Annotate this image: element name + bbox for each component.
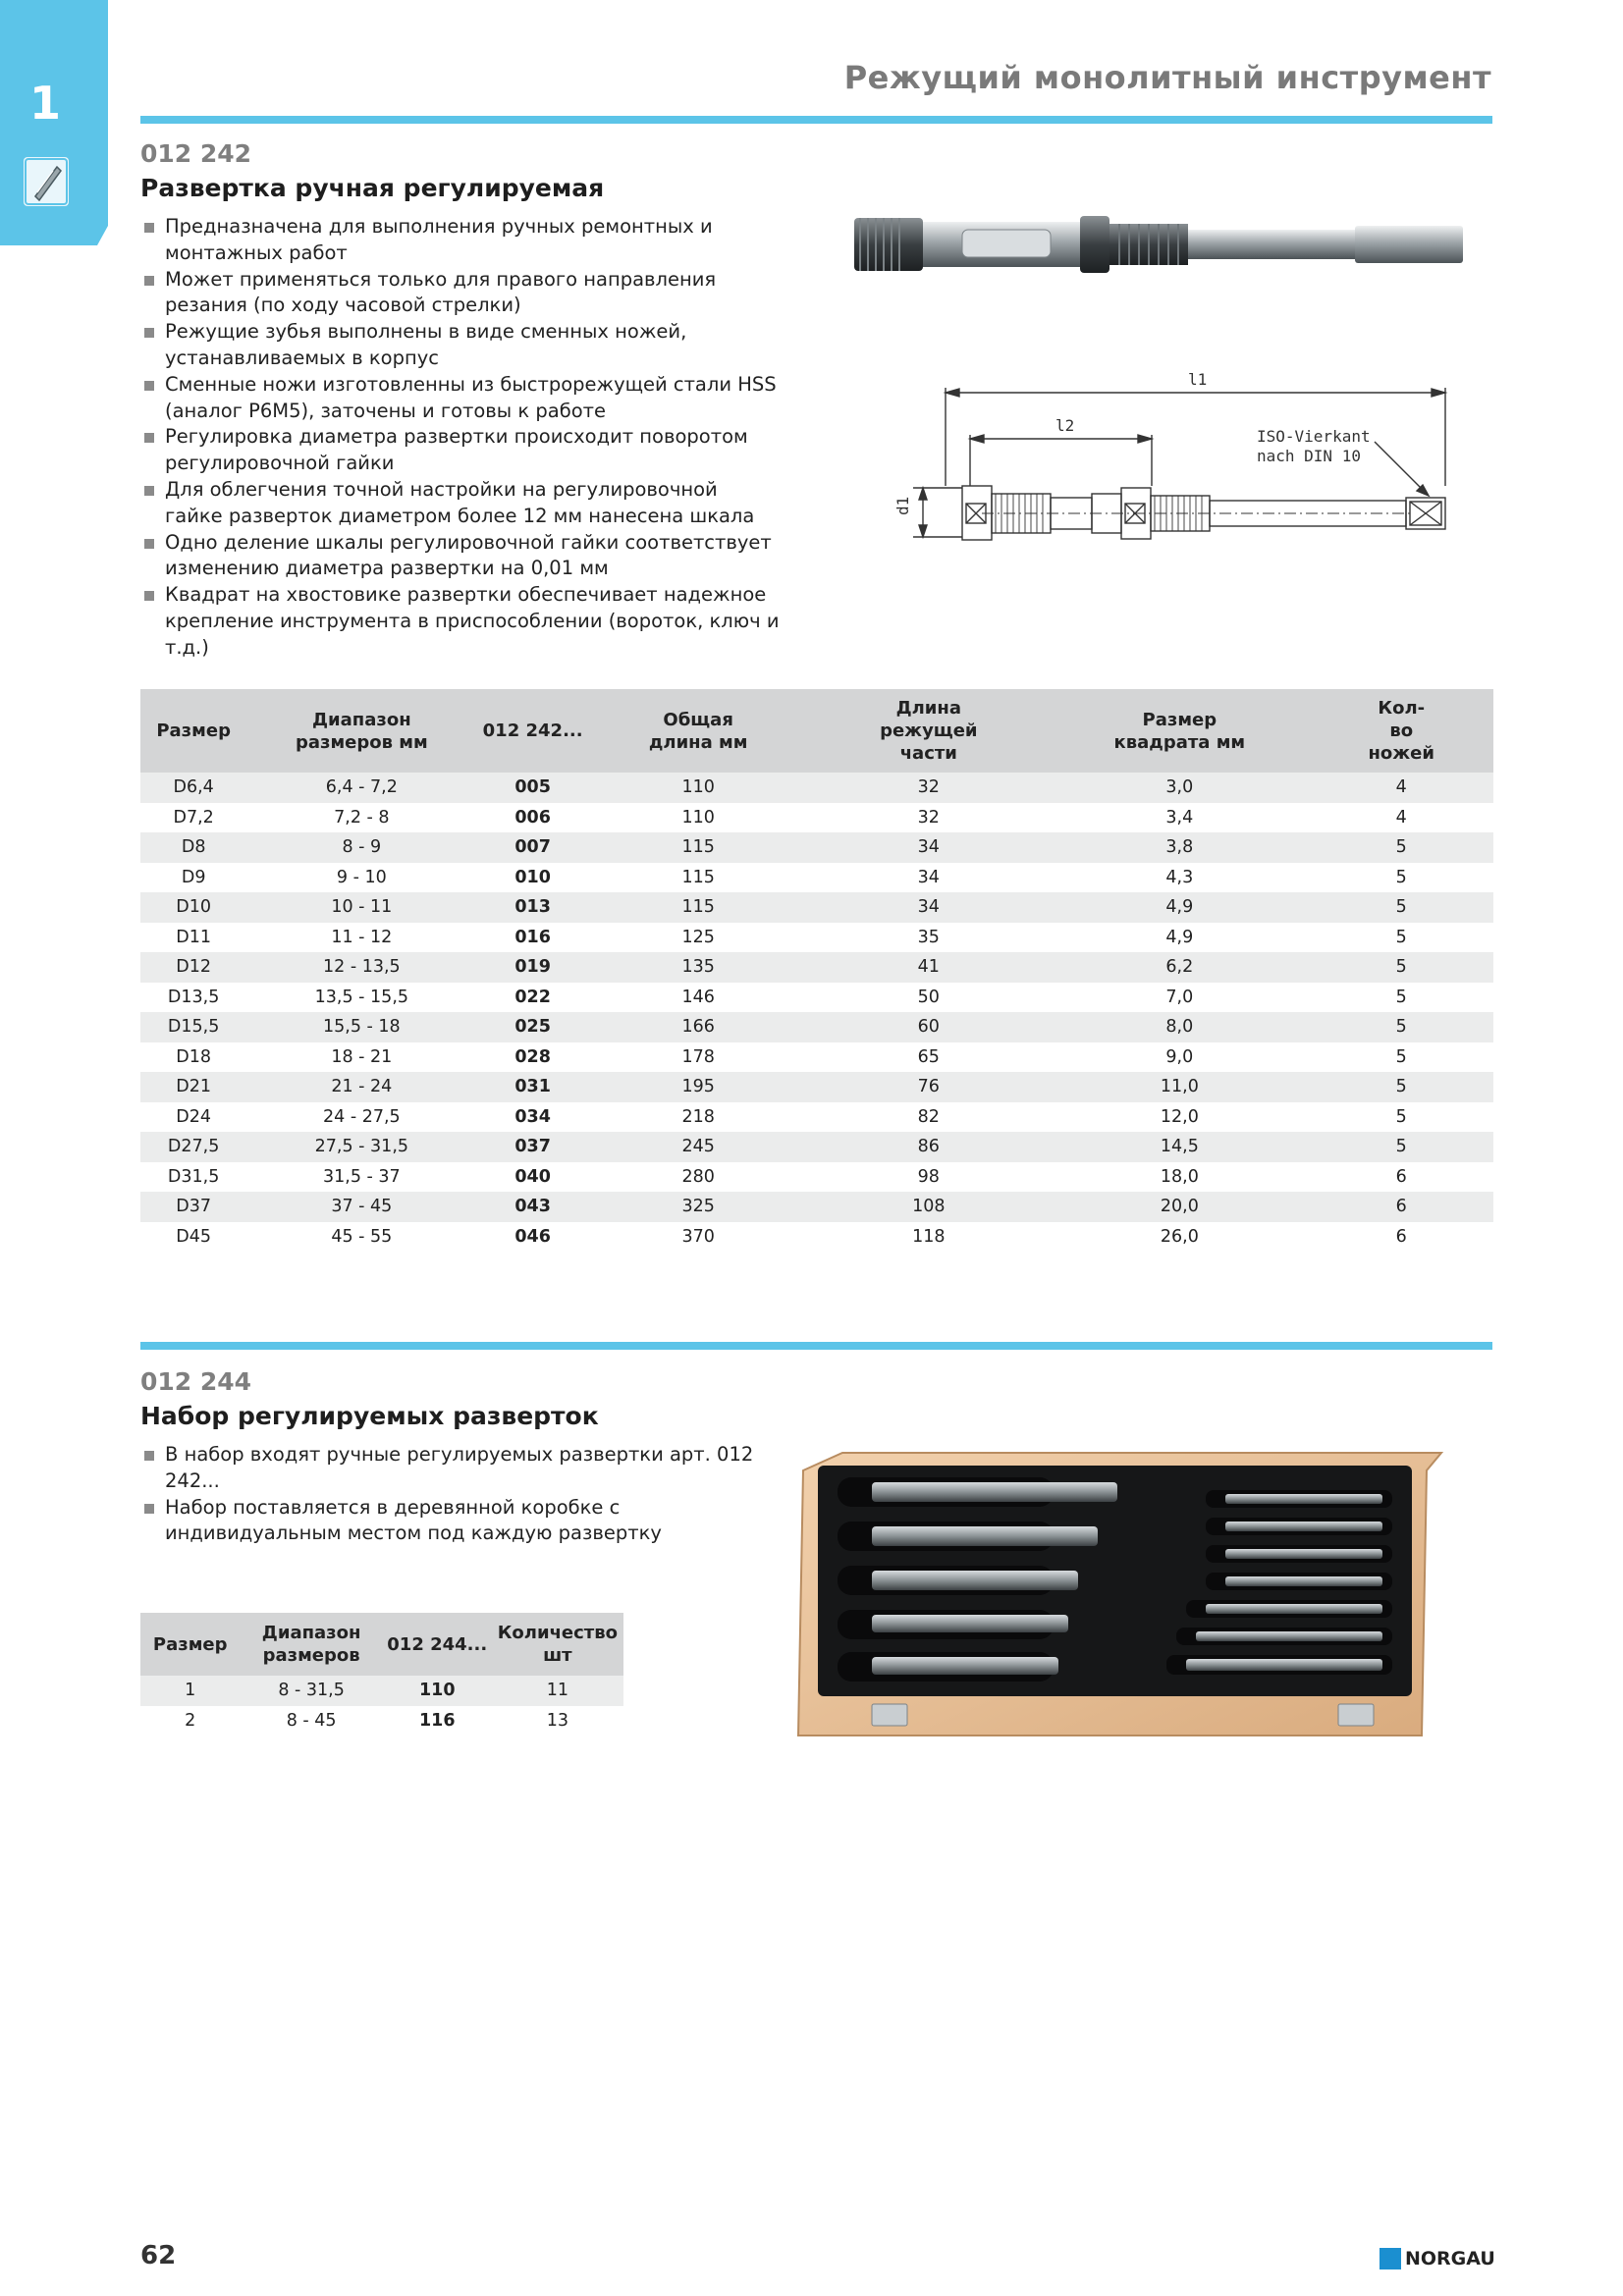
table-cell: D7,2	[173, 807, 214, 828]
table-cell: 86	[807, 1132, 1050, 1162]
table-cell: D15,5	[140, 1012, 246, 1042]
table-cell: 1	[140, 1676, 240, 1706]
table-header: Размер	[140, 689, 246, 773]
table-cell: 245	[589, 1132, 807, 1162]
table-cell: 325	[589, 1192, 807, 1222]
table-header: Количество шт	[492, 1613, 623, 1676]
table-cell: 007	[476, 832, 589, 863]
table-row	[140, 773, 1493, 803]
table-cell: D27,5	[140, 1132, 246, 1162]
table-cell: 18 - 21	[331, 1046, 393, 1067]
table-cell: 108	[807, 1192, 1050, 1222]
table-cell: D37	[140, 1192, 246, 1222]
table-cell: 5	[1309, 832, 1493, 863]
table-cell: 8,0	[1050, 1012, 1309, 1042]
table-cell: 013	[476, 892, 589, 923]
table-row	[140, 923, 1493, 953]
table-cell: 135	[589, 952, 807, 983]
table-header: Диапазон размеров мм	[246, 689, 476, 773]
reamer-chapter-icon	[24, 157, 69, 206]
table-cell: 110	[681, 807, 715, 828]
table-cell: 8 - 31,5	[240, 1676, 382, 1706]
table-cell: 34	[917, 867, 940, 887]
list-item: Набор поставляется в деревянной коробке с индивидуальным местом под каждую развертку	[142, 1495, 781, 1548]
table-cell: 166	[589, 1012, 807, 1042]
table-cell: D21	[140, 1072, 246, 1102]
table-cell: 32	[807, 773, 1050, 803]
table-header: Размер квадрата мм	[1050, 689, 1309, 773]
table-cell: 8 - 9	[246, 832, 476, 863]
table-header: Длина режущей части	[807, 689, 1050, 773]
table-cell: 65	[917, 1046, 940, 1067]
table-cell: 6	[1309, 1192, 1493, 1222]
table-cell: 022	[514, 987, 551, 1007]
table-cell: 31,5 - 37	[322, 1166, 401, 1187]
table-header: 012 242...	[476, 689, 589, 773]
table-cell: 6,4 - 7,2	[246, 773, 476, 803]
table-cell: 028	[514, 1046, 551, 1067]
list-item: Для облегчения точной настройки на регулировочной гайке разверток диаметром более 12 мм нанесена шкала	[142, 477, 781, 530]
table-cell: 037	[476, 1132, 589, 1162]
table-row	[140, 1192, 1493, 1222]
table-cell: 4,3	[1165, 867, 1194, 887]
table-cell: 34	[807, 832, 1050, 863]
table-cell: 13,5 - 15,5	[314, 987, 409, 1007]
table-cell: 280	[681, 1166, 715, 1187]
table-cell: 5	[1395, 1106, 1407, 1127]
table-row	[140, 803, 1493, 833]
table-row	[140, 832, 1493, 863]
spec-table-012244	[140, 1613, 623, 1735]
table-row	[140, 1072, 1493, 1102]
table-cell: D31,5	[167, 1166, 220, 1187]
reamer-set-photo	[793, 1451, 1446, 1745]
table-cell: 6,2	[1050, 952, 1309, 983]
list-item: Одно деление шкалы регулировочной гайки соответствует изменению диаметра развертки на 0,01 мм	[142, 530, 781, 583]
section2-code: 012 244	[140, 1367, 252, 1396]
table-cell: D6,4	[140, 773, 246, 803]
d1-label: d1	[893, 496, 912, 515]
table-cell: 37 - 45	[246, 1192, 476, 1222]
page-header-title: Режущий монолитный инструмент	[843, 59, 1491, 96]
chapter-number: 1	[29, 77, 62, 130]
table-cell: 4	[1309, 773, 1493, 803]
table-cell: 4,9	[1165, 927, 1194, 947]
table-row	[140, 983, 1493, 1013]
table-cell: 3,4	[1165, 807, 1194, 828]
table-cell: D45	[176, 1226, 212, 1247]
table-row	[140, 892, 1493, 923]
table-cell: 10 - 11	[246, 892, 476, 923]
list-item: Предназначена для выполнения ручных ремонтных и монтажных работ	[142, 214, 781, 267]
table-row	[140, 1222, 1493, 1253]
table-header: Размер	[140, 1613, 240, 1676]
table-cell: 5	[1309, 1132, 1493, 1162]
table-header: 012 244...	[383, 1613, 492, 1676]
table-cell: 019	[476, 952, 589, 983]
table-cell: 12 - 13,5	[246, 952, 476, 983]
table-cell: 3,0	[1050, 773, 1309, 803]
table-cell: 006	[514, 807, 551, 828]
header-divider	[140, 116, 1492, 124]
table-cell: 7,0	[1165, 987, 1194, 1007]
table-row	[140, 1132, 1493, 1162]
table-cell: 11	[492, 1676, 623, 1706]
table-cell: 5	[1309, 1072, 1493, 1102]
table-cell: 125	[681, 927, 715, 947]
table-cell: 34	[807, 892, 1050, 923]
table-cell: 025	[476, 1012, 589, 1042]
table-cell: 8 - 45	[286, 1710, 337, 1731]
table-cell: 010	[514, 867, 551, 887]
table-header: Диапазон размеров	[240, 1613, 382, 1676]
table-cell: 116	[418, 1710, 456, 1731]
table-row	[140, 1042, 1493, 1073]
list-item: Режущие зубья выполнены в виде сменных ножей, устанавливаемых в корпус	[142, 319, 781, 372]
table-row	[140, 952, 1493, 983]
brand-name: NORGAU	[1405, 2248, 1495, 2269]
table-cell: 11 - 12	[331, 927, 393, 947]
table-cell: 5	[1309, 1012, 1493, 1042]
table-cell: D8	[140, 832, 246, 863]
table-row	[140, 863, 1493, 893]
list-item: Может применяться только для правого направления резания (по ходу часовой стрелки)	[142, 267, 781, 320]
l1-label: l1	[1188, 370, 1208, 389]
section2-title: Набор регулируемых разверток	[140, 1402, 599, 1430]
table-cell: 27,5 - 31,5	[246, 1132, 476, 1162]
reamer-technical-drawing	[864, 358, 1473, 574]
table-cell: 110	[589, 773, 807, 803]
table-cell: 118	[912, 1226, 946, 1247]
table-cell: D13,5	[167, 987, 220, 1007]
table-cell: 005	[476, 773, 589, 803]
section1-title: Развертка ручная регулируемая	[140, 174, 605, 202]
table-cell: 20,0	[1050, 1192, 1309, 1222]
brand-square-icon	[1380, 2248, 1401, 2269]
table-cell: 13	[546, 1710, 568, 1731]
table-cell: 5	[1309, 892, 1493, 923]
table-cell: 4	[1395, 807, 1407, 828]
table-cell: 15,5 - 18	[246, 1012, 476, 1042]
table-cell: D24	[176, 1106, 212, 1127]
table-cell: 98	[917, 1166, 940, 1187]
table-cell: 043	[476, 1192, 589, 1222]
table-cell: 11,0	[1050, 1072, 1309, 1102]
section2-bullets	[142, 1442, 781, 1547]
table-cell: 12,0	[1160, 1106, 1199, 1127]
table-cell: 5	[1395, 1046, 1407, 1067]
table-cell: 146	[681, 987, 715, 1007]
page-number: 62	[140, 2241, 177, 2270]
reamer-photo	[844, 206, 1473, 285]
table-cell: D9	[181, 867, 206, 887]
l2-label: l2	[1055, 416, 1075, 435]
table-header: Кол-во ножей	[1309, 689, 1493, 773]
table-row	[140, 1012, 1493, 1042]
table-cell: 35	[917, 927, 940, 947]
list-item: Квадрат на хвостовике развертки обеспечивает надежное крепление инструмента в приспособлении (вороток, ключ и т.д.)	[142, 582, 781, 661]
iso-label-line1: ISO-Vierkant	[1257, 427, 1371, 446]
table-cell: 115	[589, 892, 807, 923]
table-row	[140, 1102, 1493, 1133]
table-cell: 76	[807, 1072, 1050, 1102]
table-cell: 32	[917, 807, 940, 828]
table-cell: 18,0	[1160, 1166, 1199, 1187]
table-cell: 046	[514, 1226, 551, 1247]
table-row	[140, 1676, 623, 1706]
table-cell: 034	[514, 1106, 551, 1127]
table-cell: 115	[681, 867, 715, 887]
table-cell: D10	[140, 892, 246, 923]
table-cell: 14,5	[1050, 1132, 1309, 1162]
spec-table-012242	[140, 689, 1493, 1252]
table-row	[140, 1162, 1493, 1193]
section1-bullets	[142, 214, 781, 662]
table-cell: 21 - 24	[246, 1072, 476, 1102]
table-cell: 5	[1309, 952, 1493, 983]
table-cell: 031	[476, 1072, 589, 1102]
table-cell: 41	[807, 952, 1050, 983]
table-cell: 9 - 10	[336, 867, 387, 887]
section2-divider	[140, 1342, 1492, 1350]
list-item: Регулировка диаметра развертки происходит поворотом регулировочной гайки	[142, 424, 781, 477]
table-cell: 195	[589, 1072, 807, 1102]
table-cell: 50	[917, 987, 940, 1007]
table-cell: 5	[1395, 867, 1407, 887]
section1-code: 012 242	[140, 139, 252, 168]
table-cell: D11	[176, 927, 212, 947]
table-cell: 60	[807, 1012, 1050, 1042]
table-row	[140, 1706, 623, 1736]
table-cell: 26,0	[1160, 1226, 1199, 1247]
table-cell: 6	[1395, 1166, 1407, 1187]
table-cell: 218	[681, 1106, 715, 1127]
table-cell: 2	[185, 1710, 196, 1731]
table-cell: 016	[514, 927, 551, 947]
table-cell: 9,0	[1165, 1046, 1194, 1067]
table-cell: 5	[1395, 987, 1407, 1007]
table-cell: 3,8	[1050, 832, 1309, 863]
table-cell: 370	[681, 1226, 715, 1247]
table-cell: 110	[383, 1676, 492, 1706]
table-cell: 4,9	[1050, 892, 1309, 923]
iso-label-line2: nach DIN 10	[1257, 447, 1361, 465]
list-item: В набор входят ручные регулируемых развертки арт. 012 242...	[142, 1442, 781, 1495]
table-cell: 24 - 27,5	[322, 1106, 401, 1127]
table-cell: 7,2 - 8	[334, 807, 390, 828]
table-cell: D18	[176, 1046, 212, 1067]
list-item: Сменные ножи изготовленны из быстрорежущей стали HSS (аналог Р6М5), заточены и готовы к работе	[142, 372, 781, 425]
table-cell: 040	[514, 1166, 551, 1187]
table-cell: 82	[917, 1106, 940, 1127]
table-cell: 115	[589, 832, 807, 863]
table-cell: D12	[140, 952, 246, 983]
table-cell: 178	[681, 1046, 715, 1067]
table-cell: 6	[1395, 1226, 1407, 1247]
table-cell: 45 - 55	[331, 1226, 393, 1247]
table-cell: 5	[1395, 927, 1407, 947]
table-header: Общая длина мм	[589, 689, 807, 773]
brand-logo	[1380, 2248, 1495, 2269]
